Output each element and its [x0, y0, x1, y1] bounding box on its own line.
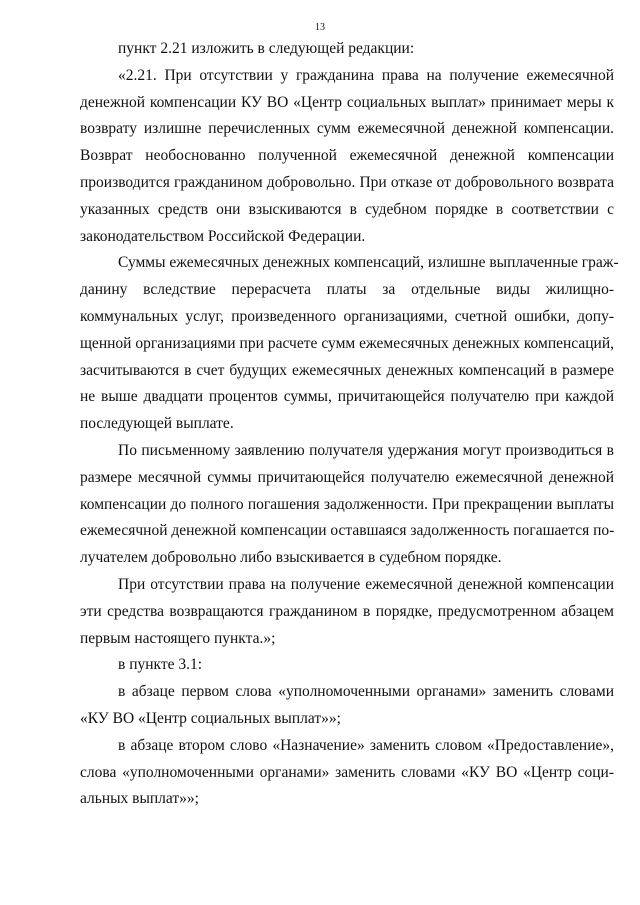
text-line: ежемесячной денежной компенсации оставшаяся задолженность погашается по-	[80, 522, 615, 540]
text-line: в абзаце втором слово «Назначение» заменить словом «Предоставление»,	[118, 736, 614, 754]
text-line: щенной организациями при расчете сумм ежемесячных денежных компенсаций,	[80, 334, 614, 352]
text-line: производится гражданином добровольно. При отказе от добровольного возврата	[80, 173, 614, 191]
text-line: Суммы ежемесячных денежных компенсаций, излишне выплаченные граж-	[118, 254, 619, 272]
text-line: не выше двадцати процентов суммы, причитающейся получателю при каждой	[80, 388, 614, 406]
text-line: «2.21. При отсутствии у гражданина права на получение ежемесячной	[118, 66, 614, 84]
text-line: лучателем добровольно либо взыскивается в судебном порядке.	[80, 549, 502, 567]
text-line: «КУ ВО «Центр социальных выплат»»;	[80, 709, 341, 727]
text-line: слова «уполномоченными органами» заменить словами «КУ ВО «Центр соци-	[80, 763, 614, 781]
text-line: По письменному заявлению получателя удержания могут производиться в	[118, 441, 614, 459]
text-line: альных выплат»»;	[80, 790, 199, 808]
text-line: Возврат необоснованно полученной ежемесячной денежной компенсации	[80, 147, 614, 165]
text-line: пункт 2.21 изложить в следующей редакции:	[118, 40, 415, 57]
text-line: денежной компенсации КУ ВО «Центр социальных выплат» принимает меры к	[80, 93, 614, 111]
text-line: компенсации до полного погашения задолженности. При прекращении выплаты	[80, 495, 614, 513]
text-line: эти средства возвращаются гражданином в порядке, предусмотренном абзацем	[80, 602, 614, 620]
text-line: размере месячной суммы причитающейся получателю ежемесячной денежной	[80, 468, 614, 486]
text-line: в пункте 3.1:	[118, 656, 203, 674]
document-body	[80, 36, 619, 813]
text-line: При отсутствии права на получение ежемесячной денежной компенсации	[118, 575, 614, 593]
text-line: первым настоящего пункта.»;	[80, 629, 276, 647]
page-number: 13	[315, 22, 325, 33]
text-line: возврату излишне перечисленных сумм ежемесячной денежной компенсации.	[80, 120, 614, 138]
text-line: законодательством Российской Федерации.	[80, 227, 366, 245]
text-line: коммунальных услуг, произведенного организациями, счетной ошибки, допу-	[80, 307, 614, 325]
text-line: указанных средств они взыскиваются в судебном порядке в соответствии с	[80, 200, 614, 218]
text-line: в абзаце первом слова «уполномоченными органами» заменить словами	[118, 683, 614, 701]
text-line: последующей выплате.	[80, 415, 234, 433]
text-line: данину вследствие перерасчета платы за отдельные виды жилищно-	[80, 281, 614, 299]
text-line: засчитываются в счет будущих ежемесячных денежных компенсаций в размере	[80, 361, 614, 379]
